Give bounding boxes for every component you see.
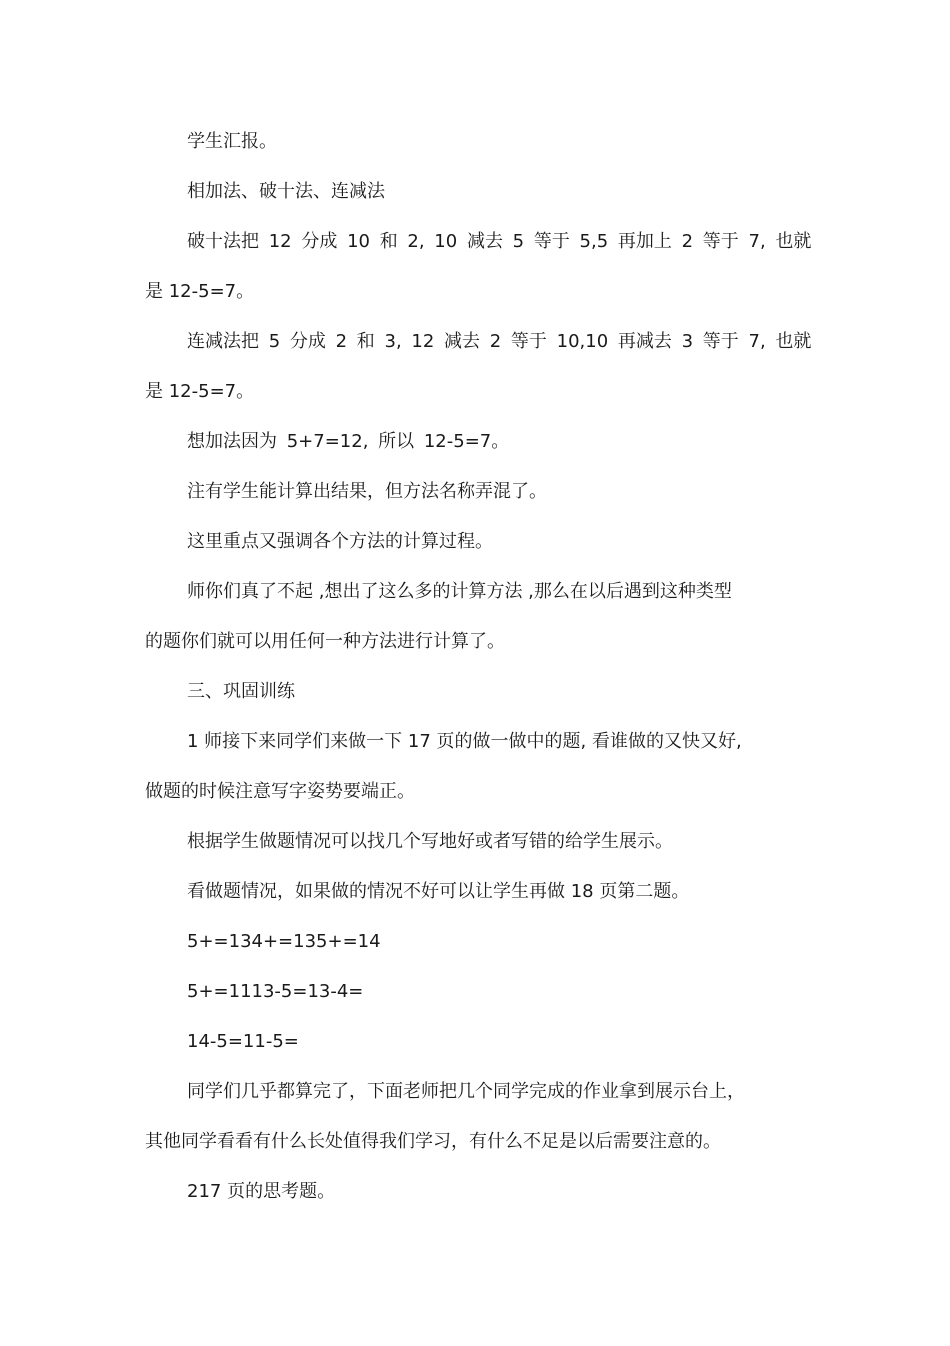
- paragraph-line: 同学们几乎都算完了，下面老师把几个同学完成的作业拿到展示台上，: [187, 1081, 745, 1102]
- paragraph-line: 相加法、破十法、连减法: [187, 181, 385, 202]
- paragraph-line: 连减法把 5 分成 2 和 3, 12 减去 2 等于 10,10 再减去 3 等于 7, 也就: [187, 331, 812, 352]
- section-heading: 三、巩固训练: [187, 681, 295, 702]
- math-exercise-line: 5+=134+=135+=14: [187, 931, 381, 952]
- paragraph-line: 1 师接下来同学们来做一下 17 页的做一做中的题, 看谁做的又快又好,: [187, 731, 742, 752]
- paragraph-line: 破十法把 12 分成 10 和 2, 10 减去 5 等于 5,5 再加上 2 等于 7, 也就: [187, 231, 812, 252]
- paragraph-line: 其他同学看看有什么长处值得我们学习，有什么不足是以后需要注意的。: [145, 1131, 721, 1152]
- paragraph-line: 的题你们就可以用任何一种方法进行计算了。: [145, 631, 505, 652]
- paragraph-line: 是 12-5=7。: [145, 381, 255, 402]
- paragraph-line: 看做题情况，如果做的情况不好可以让学生再做 18 页第二题。: [187, 881, 690, 902]
- paragraph-line: 学生汇报。: [187, 131, 277, 152]
- math-exercise-line: 14-5=11-5=: [187, 1031, 299, 1052]
- paragraph-line: 做题的时候注意写字姿势要端正。: [145, 781, 415, 802]
- math-exercise-line: 5+=1113-5=13-4=: [187, 981, 364, 1002]
- paragraph-line: 师你们真了不起 ,想出了这么多的计算方法 ,那么在以后遇到这种类型: [187, 581, 732, 602]
- paragraph-line: 是 12-5=7。: [145, 281, 255, 302]
- paragraph-line: 想加法因为 5+7=12, 所以 12-5=7。: [187, 431, 510, 452]
- paragraph-line: 这里重点又强调各个方法的计算过程。: [187, 531, 493, 552]
- paragraph-line: 217 页的思考题。: [187, 1181, 336, 1202]
- paragraph-line: 注有学生能计算出结果，但方法名称弄混了。: [187, 481, 547, 502]
- paragraph-line: 根据学生做题情况可以找几个写地好或者写错的给学生展示。: [187, 831, 673, 852]
